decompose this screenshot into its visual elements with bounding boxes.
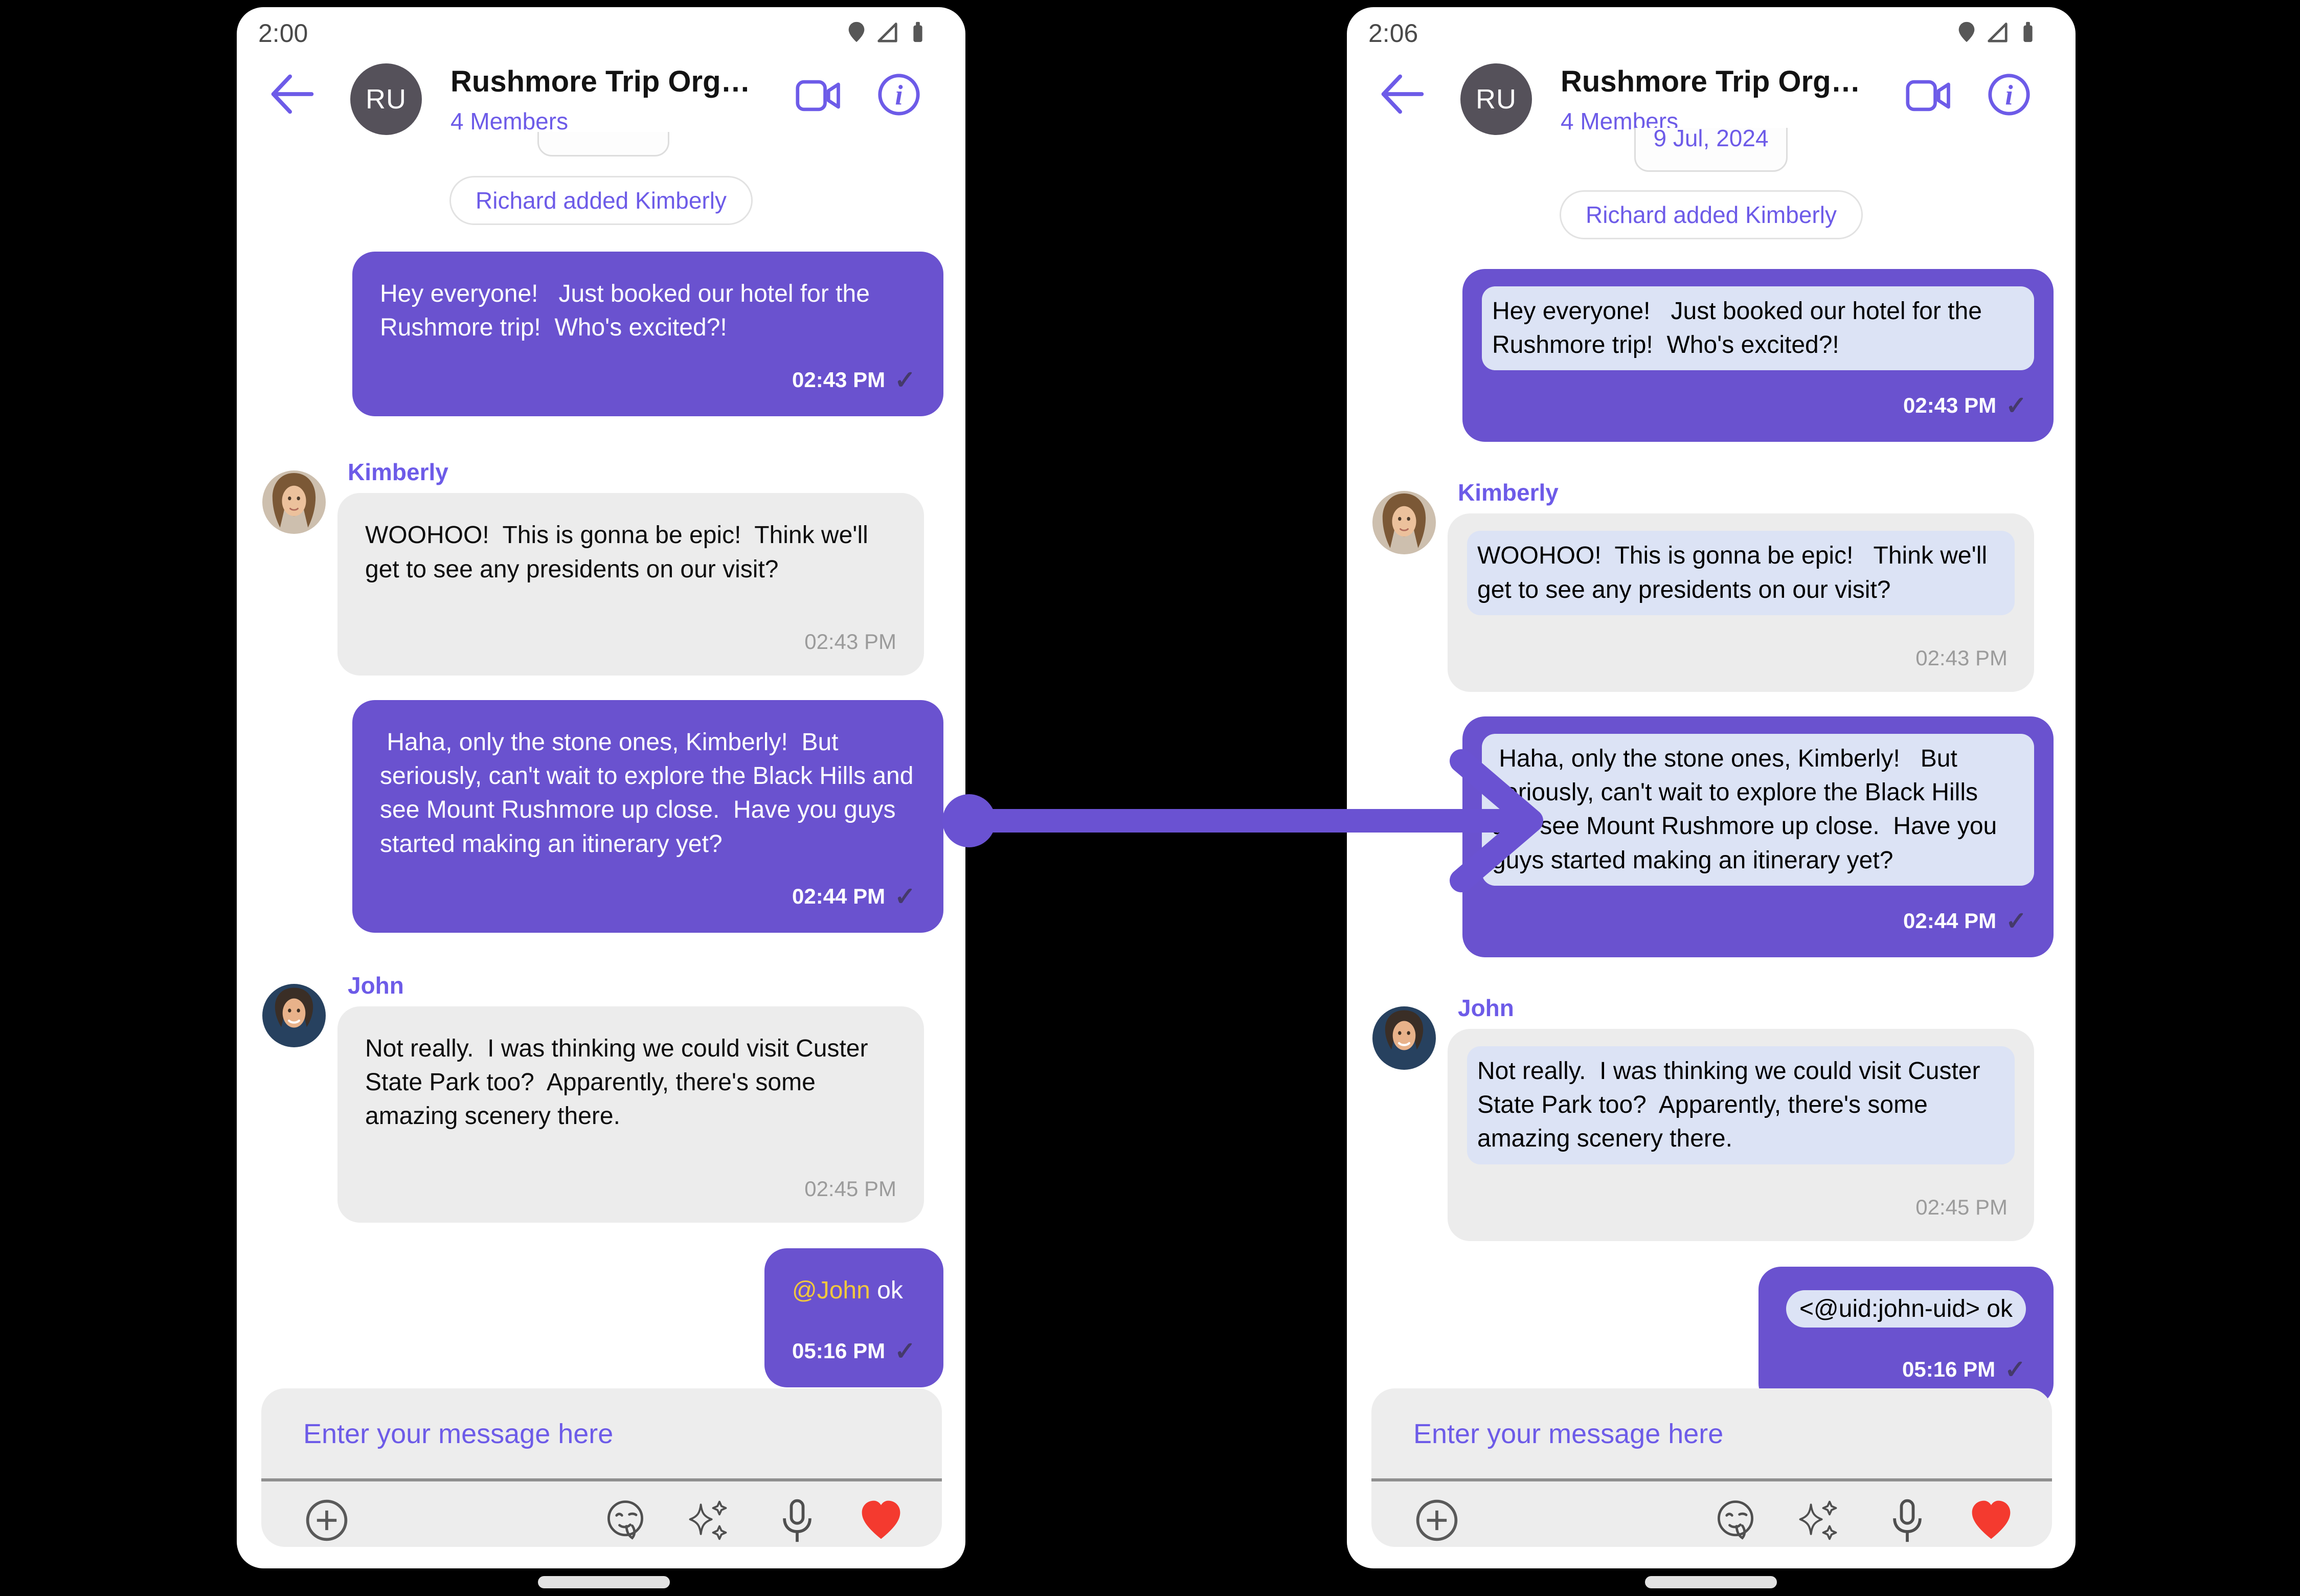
delivered-check-icon: ✓ [894, 882, 916, 911]
sparkles-icon[interactable] [684, 1497, 731, 1544]
message-bubble-incoming-highlighted[interactable] [1448, 1029, 2034, 1241]
back-arrow-icon[interactable] [267, 70, 317, 119]
message-text: Not really. I was thinking we could visit Custer State Park too? Apparently, there's some amazing scenery there. [365, 1035, 875, 1130]
message-time: 02:45 PM [1915, 1195, 2008, 1219]
message-time: 05:16 PM [792, 1338, 886, 1363]
info-icon[interactable] [1986, 72, 2032, 118]
system-event-chip: Richard added Kimberly [449, 176, 753, 225]
composer [261, 1388, 942, 1547]
status-time: 2:00 [258, 19, 308, 48]
battery-icon [2016, 20, 2040, 44]
back-arrow-icon[interactable] [1378, 70, 1427, 119]
svg-text:i: i [895, 79, 903, 111]
message-time: 02:43 PM [792, 368, 886, 392]
group-avatar[interactable] [350, 63, 422, 135]
delivered-check-icon: ✓ [894, 1336, 916, 1365]
microphone-icon[interactable] [1884, 1497, 1931, 1544]
members-link[interactable]: 4 Members [1561, 108, 1679, 134]
home-indicator[interactable] [1645, 1576, 1777, 1588]
signal-icon [875, 20, 899, 44]
status-icons [1955, 20, 2040, 44]
location-icon [1955, 20, 1978, 44]
kimberly-avatar[interactable] [262, 470, 326, 534]
message-text-highlighted: WOOHOO! This is gonna be epic! Think we'll get to see any presidents on our visit? [1467, 531, 2015, 615]
message-list [237, 176, 965, 1387]
heart-icon[interactable] [858, 1497, 905, 1544]
video-call-icon[interactable] [795, 75, 844, 117]
message-group-incoming [1448, 479, 2076, 691]
svg-text:i: i [2005, 79, 2013, 111]
group-avatar-initials: RU [1476, 84, 1517, 115]
message-time: 02:43 PM [804, 629, 896, 654]
raw-mention-token: <@uid:john-uid> ok [1786, 1290, 2026, 1328]
message-bubble-incoming[interactable] [337, 1006, 924, 1223]
message-time: 02:45 PM [804, 1176, 896, 1201]
chat-title: Rushmore Trip Org… [450, 65, 751, 98]
message-bubble-outgoing[interactable] [764, 1248, 943, 1387]
message-time: 02:43 PM [1903, 393, 1997, 418]
message-text: WOOHOO! This is gonna be epic! Think we'll get to see any presidents on our visit? [365, 522, 875, 583]
john-avatar[interactable] [262, 984, 326, 1047]
date-chip-clipped [537, 132, 669, 156]
location-icon [845, 20, 868, 44]
info-icon[interactable] [876, 72, 922, 118]
message-text-highlighted: Hey everyone! Just booked our hotel for the Rushmore trip! Who's excited?! [1482, 286, 2034, 370]
heart-icon[interactable] [1968, 1497, 2015, 1544]
phone-screen-before [237, 7, 965, 1568]
home-indicator[interactable] [538, 1576, 670, 1588]
message-bubble-incoming-highlighted[interactable] [1448, 513, 2034, 691]
kimberly-avatar[interactable] [1372, 491, 1436, 554]
composer-divider [261, 1478, 942, 1481]
message-text-highlighted: Haha, only the stone ones, Kimberly! But seriously, can't wait to explore the Black Hills and see Mount Rushmore up close. Have you guys started making an itinerary yet? [1482, 734, 2034, 886]
annotation-arrow [936, 716, 1575, 931]
message-group-incoming [1448, 994, 2076, 1241]
sender-name: John [348, 972, 404, 999]
message-text-highlighted: Not really. I was thinking we could visit Custer State Park too? Apparently, there's some amazing scenery there. [1467, 1046, 2015, 1164]
delivered-check-icon: ✓ [894, 366, 916, 395]
message-time: 05:16 PM [1902, 1357, 1996, 1381]
message-input[interactable]: Enter your message here [303, 1419, 614, 1449]
message-bubble-outgoing[interactable] [352, 700, 943, 933]
signal-icon [1986, 20, 2009, 44]
message-text: Hey everyone! Just booked our hotel for the Rushmore trip! Who's excited?! [380, 280, 877, 342]
message-bubble-outgoing-highlighted[interactable] [1758, 1267, 2054, 1406]
message-time: 02:43 PM [1915, 645, 2008, 670]
message-time: 02:44 PM [1903, 908, 1997, 933]
message-time: 02:44 PM [792, 884, 886, 908]
sender-name: John [1458, 994, 1514, 1021]
sticker-icon[interactable] [602, 1497, 649, 1544]
chat-title: Rushmore Trip Org… [1561, 65, 1861, 98]
message-bubble-incoming[interactable] [337, 493, 924, 675]
date-chip-label: 9 Jul, 2024 [1653, 128, 1769, 151]
status-icons [845, 20, 930, 44]
message-input[interactable]: Enter your message here [1413, 1419, 1724, 1449]
sender-name: Kimberly [348, 459, 448, 486]
delivered-check-icon: ✓ [2005, 906, 2027, 935]
delivered-check-icon: ✓ [2004, 1355, 2026, 1384]
plus-icon[interactable] [303, 1497, 350, 1544]
date-chip-clipped [1634, 128, 1788, 172]
john-avatar[interactable] [1372, 1006, 1436, 1070]
composer [1371, 1388, 2052, 1547]
status-time: 2:06 [1368, 19, 1418, 48]
delivered-check-icon: ✓ [2005, 391, 2027, 420]
message-bubble-outgoing-highlighted[interactable] [1462, 269, 2054, 442]
battery-icon [906, 20, 930, 44]
plus-icon[interactable] [1413, 1497, 1460, 1544]
sticker-icon[interactable] [1712, 1497, 1759, 1544]
sparkles-icon[interactable] [1794, 1497, 1841, 1544]
members-link[interactable]: 4 Members [450, 108, 569, 134]
group-avatar[interactable] [1460, 63, 1532, 135]
message-bubble-outgoing[interactable] [352, 252, 943, 416]
message-group-incoming [337, 458, 965, 675]
microphone-icon[interactable] [774, 1497, 821, 1544]
mention-chip[interactable]: @John [792, 1276, 870, 1304]
message-text: ok [870, 1276, 903, 1304]
group-avatar-initials: RU [366, 84, 407, 115]
sender-name: Kimberly [1458, 479, 1559, 506]
video-call-icon[interactable] [1905, 75, 1954, 117]
composer-divider [1371, 1478, 2052, 1481]
message-text: Haha, only the stone ones, Kimberly! But seriously, can't wait to explore the Black Hills and see Mount Rushmore up close. Have you guys started making an itinerary yet? [380, 728, 920, 858]
message-group-incoming [337, 972, 965, 1223]
system-event-chip: Richard added Kimberly [1560, 190, 1863, 239]
